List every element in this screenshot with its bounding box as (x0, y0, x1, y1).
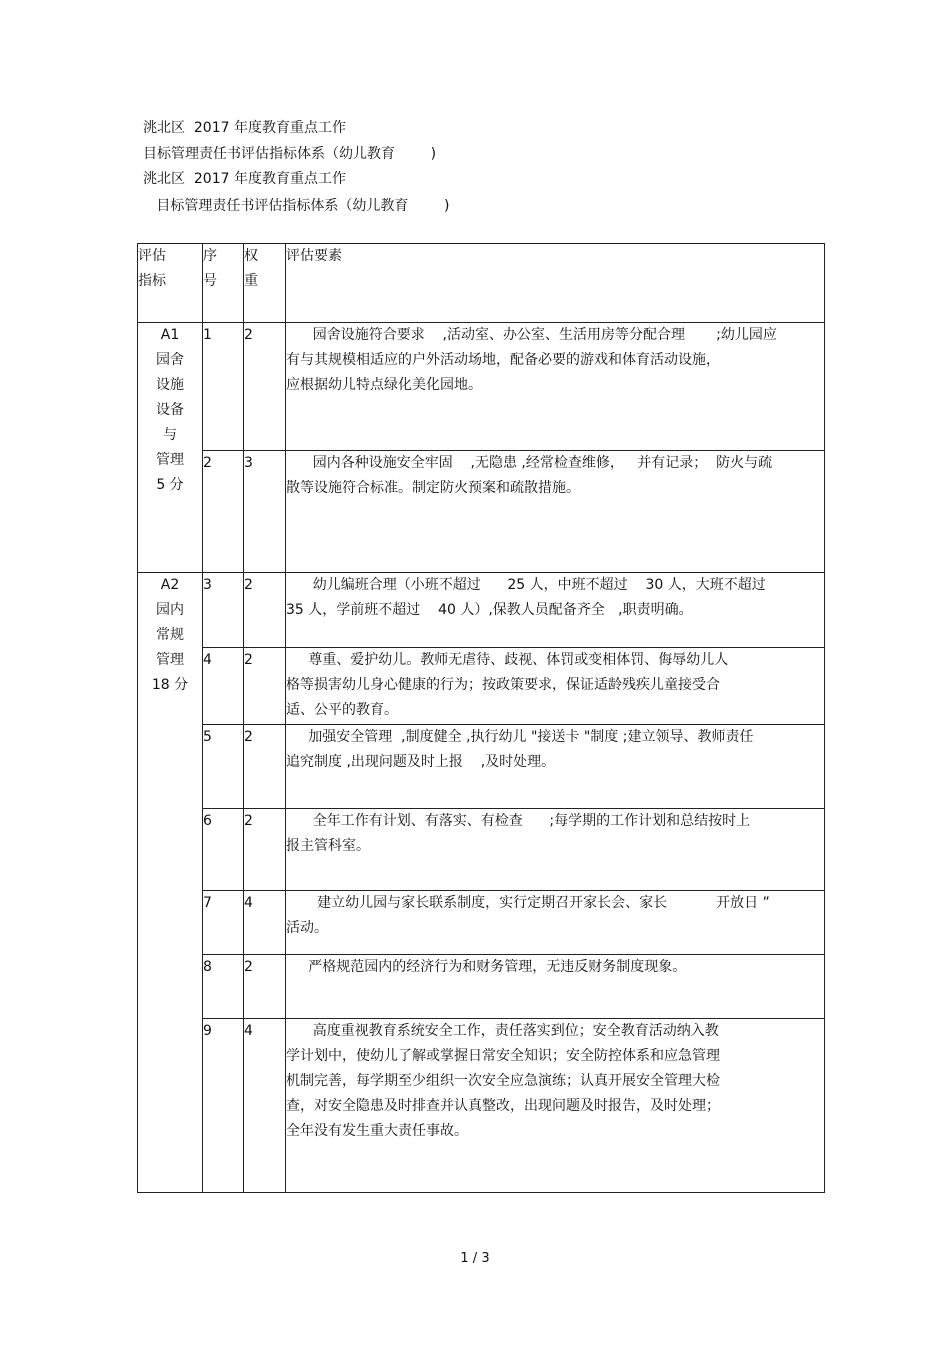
header-line-2: 目标管理责任书评估指标体系（幼儿教育 ) (143, 146, 437, 162)
table-row (138, 725, 825, 809)
element-cell: 尊重、爱护幼儿。教师无虐待、歧视、体罚或变相体罚、侮辱幼儿人 格等损害幼儿身心健康的行为；按政策要求，保证适龄残疾儿童接受合 适、公平的教育。 (286, 648, 825, 725)
table-row (138, 323, 825, 451)
seq-cell: 3 (203, 573, 244, 648)
element-cell: 园内各种设施安全牢固 ,无隐患 ,经常检查维修， 并有记录； 防火与疏 散等设施符合标准。制定防火预案和疏散措施。 (286, 451, 825, 573)
table-row (138, 809, 825, 891)
weight-cell: 4 (244, 891, 286, 955)
table-row (138, 955, 825, 1019)
table-row (138, 451, 825, 573)
element-cell: 全年工作有计划、有落实、有检查 ;每学期的工作计划和总结按时上 报主管科室。 (286, 809, 825, 891)
seq-cell: 5 (203, 725, 244, 809)
header-line-3: 洮北区 2017 年度教育重点工作 (143, 171, 346, 187)
element-cell: 园舍设施符合要求 ,活动室、办公室、生活用房等分配合理 ;幼儿园应 有与其规模相适应的户外活动场地，配备必要的游戏和体育活动设施， 应根据幼儿特点绿化美化园地。 (286, 323, 825, 451)
table-row (138, 648, 825, 725)
weight-cell: 2 (244, 809, 286, 891)
page-number: 1 / 3 (460, 1251, 490, 1266)
element-cell: 高度重视教育系统安全工作，责任落实到位；安全教育活动纳入教 学计划中，使幼儿了解或掌握日常安全知识；安全防控体系和应急管理 机制完善，每学期至少组织一次安全应急演练；认真开展安全管理大检 查，对安全隐患及时排查并认真整改，出现问题及时报告，及时处理； 全年没有发生重大责任事故。 (286, 1019, 825, 1193)
header-indicator: 评估 指标 (138, 244, 203, 323)
element-cell: 幼儿编班合理（小班不超过 25 人，中班不超过 30 人，大班不超过 35 人，学前班不超过 40 人）,保教人员配备齐全 ,职责明确。 (286, 573, 825, 648)
weight-cell: 2 (244, 323, 286, 451)
table-row (138, 573, 825, 648)
header-elements: 评估要素 (286, 244, 825, 323)
indicator-a1: A1 园舍 设施 设备 与 管理 5 分 (138, 323, 203, 573)
seq-cell: 6 (203, 809, 244, 891)
element-cell: 严格规范园内的经济行为和财务管理，无违反财务制度现象。 (286, 955, 825, 1019)
weight-cell: 3 (244, 451, 286, 573)
evaluation-table (137, 243, 825, 1193)
seq-cell: 9 (203, 1019, 244, 1193)
weight-cell: 4 (244, 1019, 286, 1193)
seq-cell: 2 (203, 451, 244, 573)
weight-cell: 2 (244, 955, 286, 1019)
table-header-row (138, 244, 825, 323)
weight-cell: 2 (244, 648, 286, 725)
seq-cell: 1 (203, 323, 244, 451)
header-seq: 序 号 (203, 244, 244, 323)
header-line-1: 洮北区 2017 年度教育重点工作 (143, 120, 346, 136)
element-cell: 建立幼儿园与家长联系制度，实行定期召开家长会、家长 开放日 ” 活动。 (286, 891, 825, 955)
weight-cell: 2 (244, 573, 286, 648)
weight-cell: 2 (244, 725, 286, 809)
table-row (138, 891, 825, 955)
seq-cell: 8 (203, 955, 244, 1019)
seq-cell: 7 (203, 891, 244, 955)
seq-cell: 4 (203, 648, 244, 725)
header-weight: 权 重 (244, 244, 286, 323)
header-line-4: 目标管理责任书评估指标体系（幼儿教育 ) (143, 198, 450, 214)
element-cell: 加强安全管理 ,制度健全 ,执行幼儿 "接送卡 "制度 ;建立领导、教师责任 追究制度 ,出现问题及时上报 ,及时处理。 (286, 725, 825, 809)
indicator-a2: A2 园内 常规 管理 18 分 (138, 573, 203, 1193)
table-row (138, 1019, 825, 1193)
